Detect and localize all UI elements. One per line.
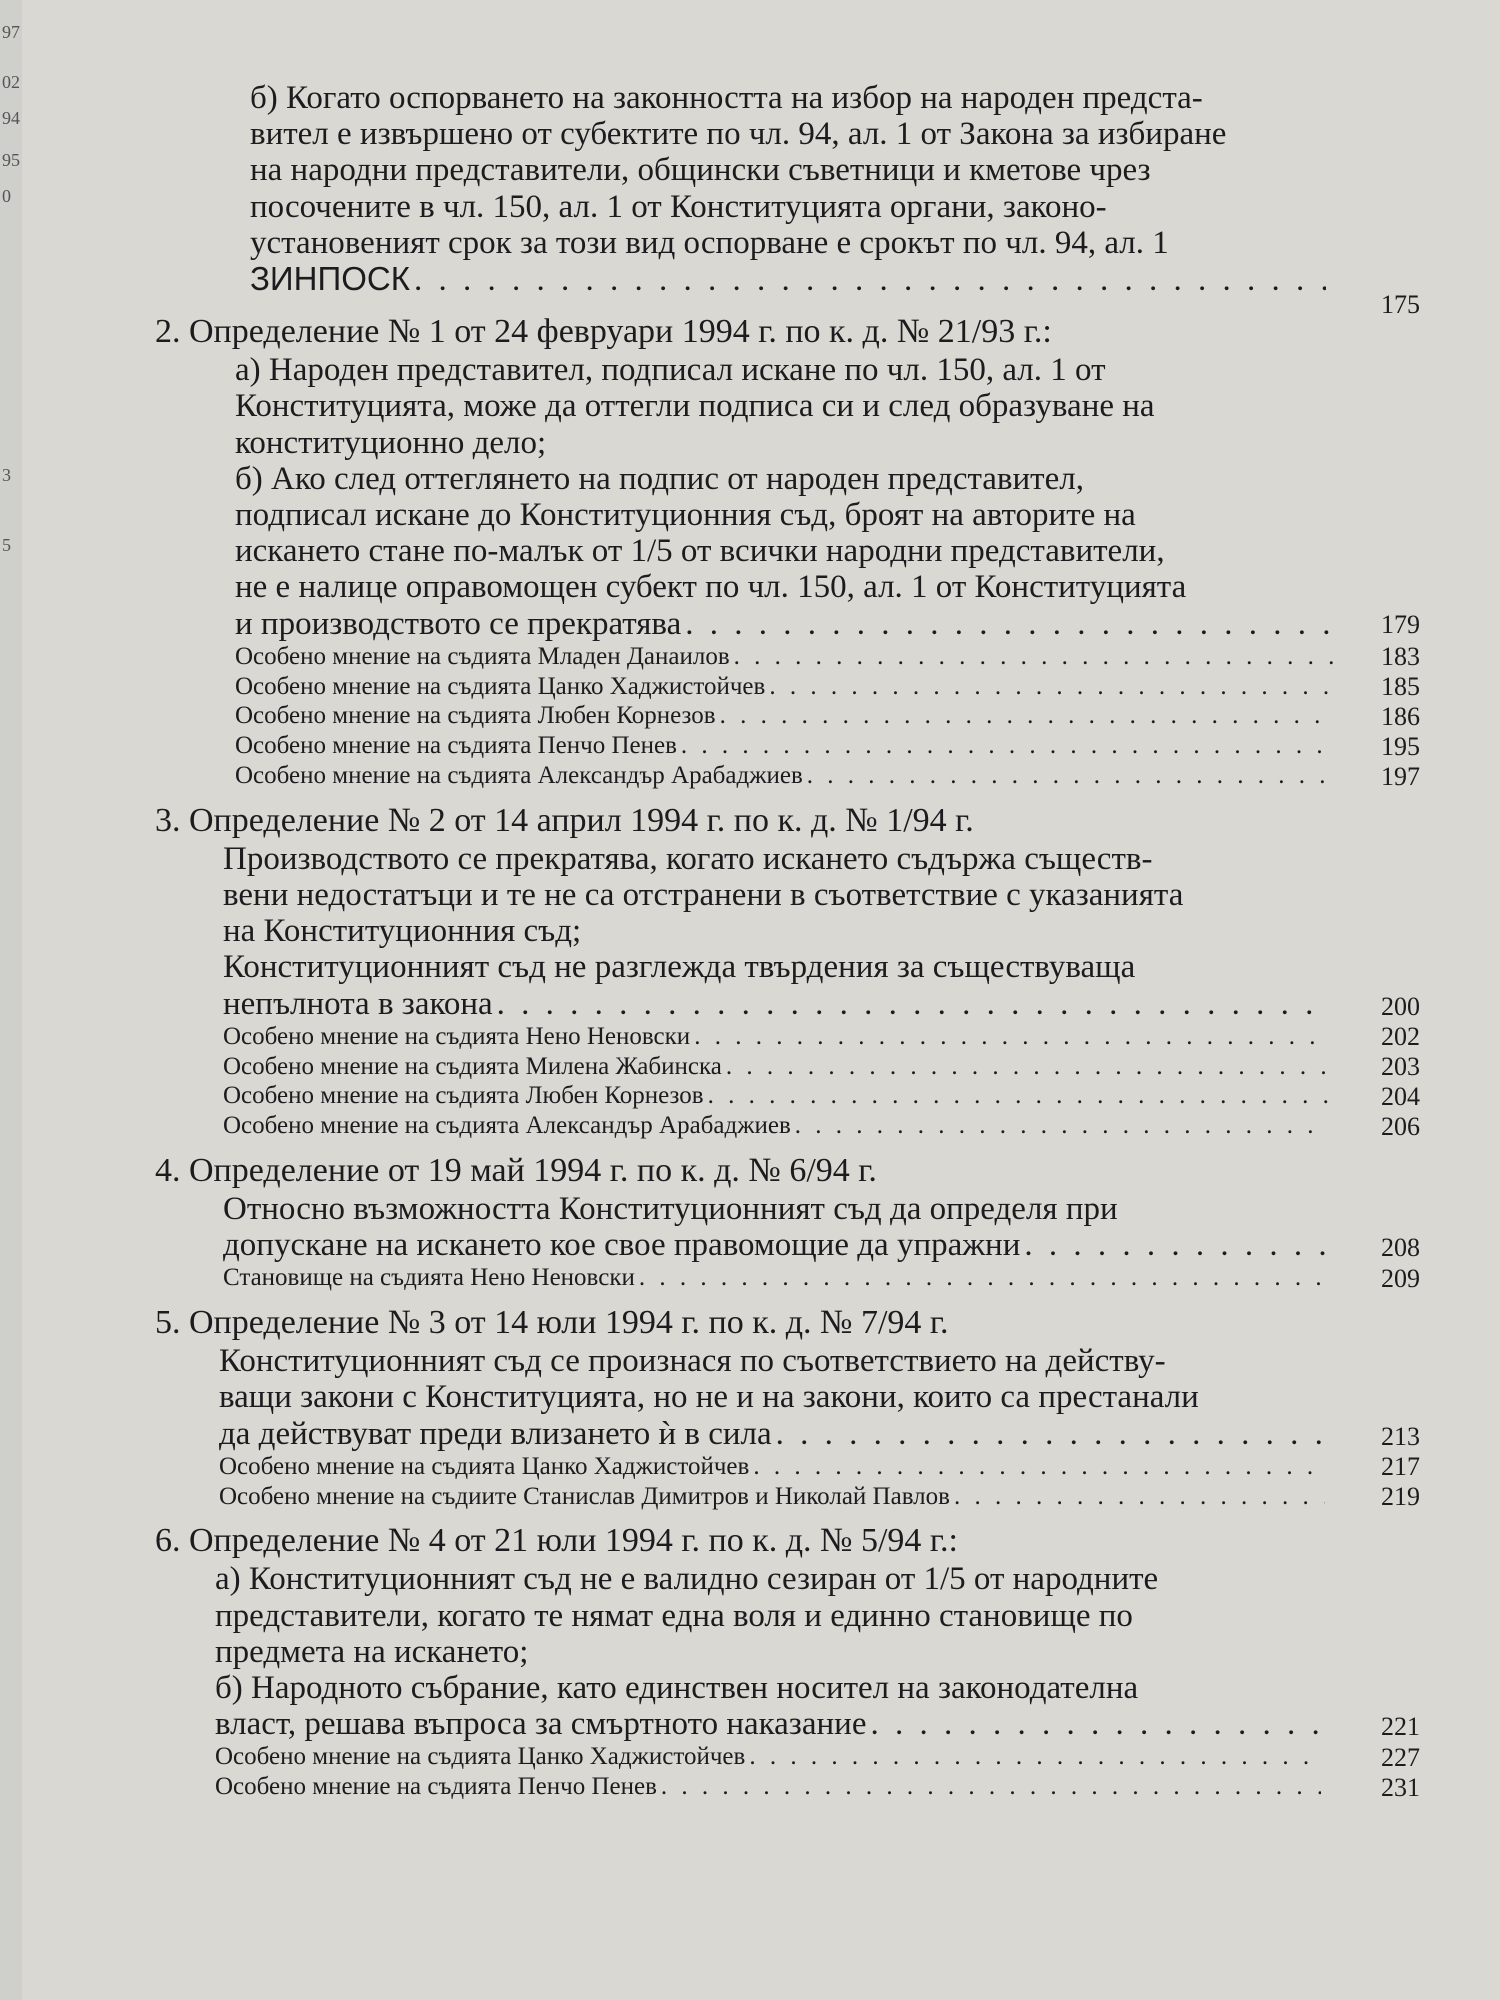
page-number: 206 — [1381, 1112, 1420, 1142]
toc-text-line: установеният срок за този вид оспорване е срокът по чл. 94, ал. 1 — [250, 224, 1169, 261]
page-number: 175 — [1381, 290, 1420, 320]
toc-text-line: искането стане по-малък от 1/5 от всички народни представители, — [235, 533, 1165, 570]
dot-leader — [726, 1052, 1329, 1082]
toc-text-line: конституционно дело; — [235, 424, 547, 461]
toc-text-line: и производството се прекратява — [235, 605, 682, 642]
page-number: 203 — [1381, 1052, 1420, 1082]
page-number: 221 — [1381, 1712, 1420, 1742]
toc-leader-line — [250, 261, 1330, 298]
page-number: 227 — [1381, 1743, 1420, 1773]
toc-text-line: посочените в чл. 150, ал. 1 от Конституцията органи, законо- — [250, 188, 1107, 225]
dot-leader — [807, 761, 1336, 791]
toc-text-line: непълнота в закона — [223, 985, 493, 1022]
toc-text-line: да действуват преди влизането ѝ в сила — [219, 1415, 772, 1452]
opinion-text: Особено мнение на съдията Любен Корнезов — [235, 702, 716, 730]
dot-leader — [685, 606, 1336, 642]
toc-text-line: вени недостатъци и те не са отстранени в съответствие с указанията — [223, 877, 1184, 914]
toc-opinion-line — [219, 1482, 1329, 1512]
toc-opinion-line — [223, 1263, 1333, 1293]
dot-leader — [753, 1452, 1325, 1482]
page-number: 219 — [1381, 1482, 1420, 1512]
opinion-text: Особено мнение на съдията Цанко Хаджистойчев — [219, 1452, 750, 1480]
page-number: 195 — [1381, 731, 1420, 761]
page-number: 202 — [1381, 1022, 1420, 1052]
toc-text-line: Конституционният съд не разглежда твърдения за съществуваща — [223, 949, 1136, 986]
toc-opinion-line — [219, 1452, 1329, 1482]
toc-text-line: на Конституционния съд; — [223, 913, 582, 950]
toc-opinion-line — [215, 1742, 1325, 1772]
dot-leader — [661, 1772, 1321, 1802]
toc-opinion-line — [235, 761, 1340, 791]
opinion-text: Особено мнение на съдията Милена Жабинска — [223, 1052, 722, 1080]
page-number: 204 — [1381, 1082, 1420, 1112]
toc-entry-heading: 4. Определение от 19 май 1994 г. по к. д. № 6/94 г. — [155, 1152, 877, 1190]
toc-text-line: Относно възможността Конституционният съд да определя при — [223, 1191, 1118, 1228]
page-number: 208 — [1381, 1233, 1420, 1263]
toc-text-line: Производството се прекратява, когато искането съдържа съществ- — [223, 840, 1153, 877]
toc-leader-line — [219, 1416, 1329, 1452]
dot-leader — [749, 1742, 1321, 1772]
toc-opinion-line — [235, 731, 1340, 761]
dot-leader — [414, 262, 1326, 298]
dot-leader — [795, 1111, 1329, 1141]
opinion-text: Особено мнение на съдията Пенчо Пенев — [235, 732, 677, 760]
page-number: 231 — [1381, 1773, 1420, 1803]
toc-opinion-line — [235, 642, 1340, 672]
page-number: 197 — [1381, 761, 1420, 791]
opinion-text: Особено мнение на съдията Пенчо Пенев — [215, 1773, 657, 1801]
dot-leader — [639, 1263, 1329, 1293]
page-number: 186 — [1381, 701, 1420, 731]
toc-entry-3 — [155, 801, 1420, 1141]
toc-text-line: представители, когато те нямат една воля и единно становище по — [215, 1597, 1133, 1634]
dot-leader — [734, 642, 1336, 672]
toc-text-line: ЗИНПОСК — [250, 261, 410, 298]
opinion-text: Особено мнение на съдията Цанко Хаджистойчев — [235, 672, 766, 700]
toc-entry-heading: 3. Определение № 2 от 14 април 1994 г. по к. д. № 1/94 г. — [155, 801, 974, 839]
toc-text-line: предмета на искането; — [215, 1633, 529, 1670]
margin-mark: 0 — [2, 186, 11, 206]
toc-entry-heading: 6. Определение № 4 от 21 юли 1994 г. по к. д. № 5/94 г.: — [155, 1522, 958, 1560]
dot-leader — [870, 1706, 1321, 1742]
toc-entry-heading: 2. Определение № 1 от 24 февруари 1994 г. по к. д. № 21/93 г.: — [155, 313, 1052, 351]
toc-opinion-line — [215, 1772, 1325, 1802]
toc-text-line: власт, решава въпроса за смъртното наказание — [215, 1706, 867, 1743]
dot-leader — [769, 672, 1336, 702]
toc-entry-2 — [155, 312, 1420, 791]
toc-text-line: а) Конституционният съд не е валидно сезиран от 1/5 от народните — [215, 1561, 1159, 1598]
dot-leader — [954, 1482, 1325, 1512]
page-number: 185 — [1381, 671, 1420, 701]
margin-mark: 95 — [2, 150, 20, 170]
page-number: 213 — [1381, 1421, 1420, 1451]
margin-mark: 5 — [2, 535, 11, 555]
opinion-text: Особено мнение на съдията Нено Неновски — [223, 1022, 691, 1050]
toc-text-line: Конституцията, може да оттегли подписа си и след образуване на — [235, 388, 1155, 425]
toc-opinion-line — [223, 1052, 1333, 1082]
dot-leader — [720, 701, 1336, 731]
opinion-text: Особено мнение на съдията Цанко Хаджистойчев — [215, 1743, 746, 1771]
dot-leader — [497, 986, 1329, 1022]
toc-entry-heading: 5. Определение № 3 от 14 юли 1994 г. по к. д. № 7/94 г. — [155, 1304, 949, 1342]
toc-text-line: ващи закони с Конституцията, но не и на закони, които са престанали — [219, 1379, 1199, 1416]
toc-intro-block — [155, 80, 1415, 298]
dot-leader — [1024, 1227, 1329, 1263]
margin-mark: 3 — [2, 465, 11, 485]
opinion-text: Становище на съдията Нено Неновски — [223, 1264, 635, 1292]
dot-leader — [776, 1416, 1325, 1452]
toc-text-line: б) Когато оспорването на законността на избор на народен предста- — [250, 80, 1203, 116]
left-page-edge — [0, 0, 22, 2000]
page-number: 217 — [1381, 1452, 1420, 1482]
toc-leader-line — [235, 606, 1340, 642]
toc-opinion-line — [223, 1111, 1333, 1141]
page-number: 183 — [1381, 641, 1420, 671]
dot-leader — [681, 731, 1336, 761]
toc-text-line: подписал искане до Конституционния съд, броят на авторите на — [235, 497, 1136, 534]
toc-leader-line — [215, 1706, 1325, 1742]
toc-text-line: допускане на искането кое свое правомощие да упражни — [223, 1227, 1021, 1264]
toc-text-line: Конституционният съд се произнася по съответствието на действу- — [219, 1343, 1166, 1380]
toc-entry-4 — [155, 1151, 1420, 1293]
page-number: 209 — [1381, 1264, 1420, 1294]
margin-mark: 94 — [2, 108, 20, 128]
toc-opinion-line — [235, 672, 1340, 702]
opinion-text: Особено мнение на съдията Александър Арабаджиев — [223, 1112, 791, 1140]
toc-text-line: не е налице оправомощен субект по чл. 150, ал. 1 от Конституцията — [235, 569, 1187, 606]
toc-entry-6 — [155, 1521, 1420, 1802]
table-of-contents-page — [155, 80, 1420, 1980]
page-number: 200 — [1381, 991, 1420, 1021]
opinion-text: Особено мнение на съдията Любен Корнезов — [223, 1082, 704, 1110]
opinion-text: Особено мнение на съдията Александър Арабаджиев — [235, 762, 803, 790]
toc-text-line: на народни представители, общински съветници и кметове чрез — [250, 152, 1151, 189]
toc-text-line: б) Ако след оттеглянето на подпис от народен представител, — [235, 460, 1084, 497]
dot-leader — [708, 1081, 1329, 1111]
toc-text-line: б) Народното събрание, като единствен носител на законодателна — [215, 1670, 1139, 1707]
toc-text-line: вител е извършено от субектите по чл. 94, ал. 1 от Закона за избиране — [250, 116, 1227, 153]
toc-opinion-line — [223, 1022, 1333, 1052]
toc-leader-line — [223, 986, 1333, 1022]
margin-mark: 97 — [2, 22, 20, 42]
toc-leader-line — [223, 1227, 1333, 1263]
toc-opinion-line — [235, 701, 1340, 731]
dot-leader — [694, 1022, 1329, 1052]
opinion-text: Особено мнение на съдията Младен Данаилов — [235, 642, 730, 670]
toc-entry-5 — [155, 1303, 1420, 1511]
margin-mark: 02 — [2, 72, 20, 92]
opinion-text: Особено мнение на съдиите Станислав Димитров и Николай Павлов — [219, 1482, 950, 1510]
toc-opinion-line — [223, 1081, 1333, 1111]
toc-text-line: а) Народен представител, подписал искане по чл. 150, ал. 1 от — [235, 352, 1106, 389]
page-number: 179 — [1381, 609, 1420, 639]
